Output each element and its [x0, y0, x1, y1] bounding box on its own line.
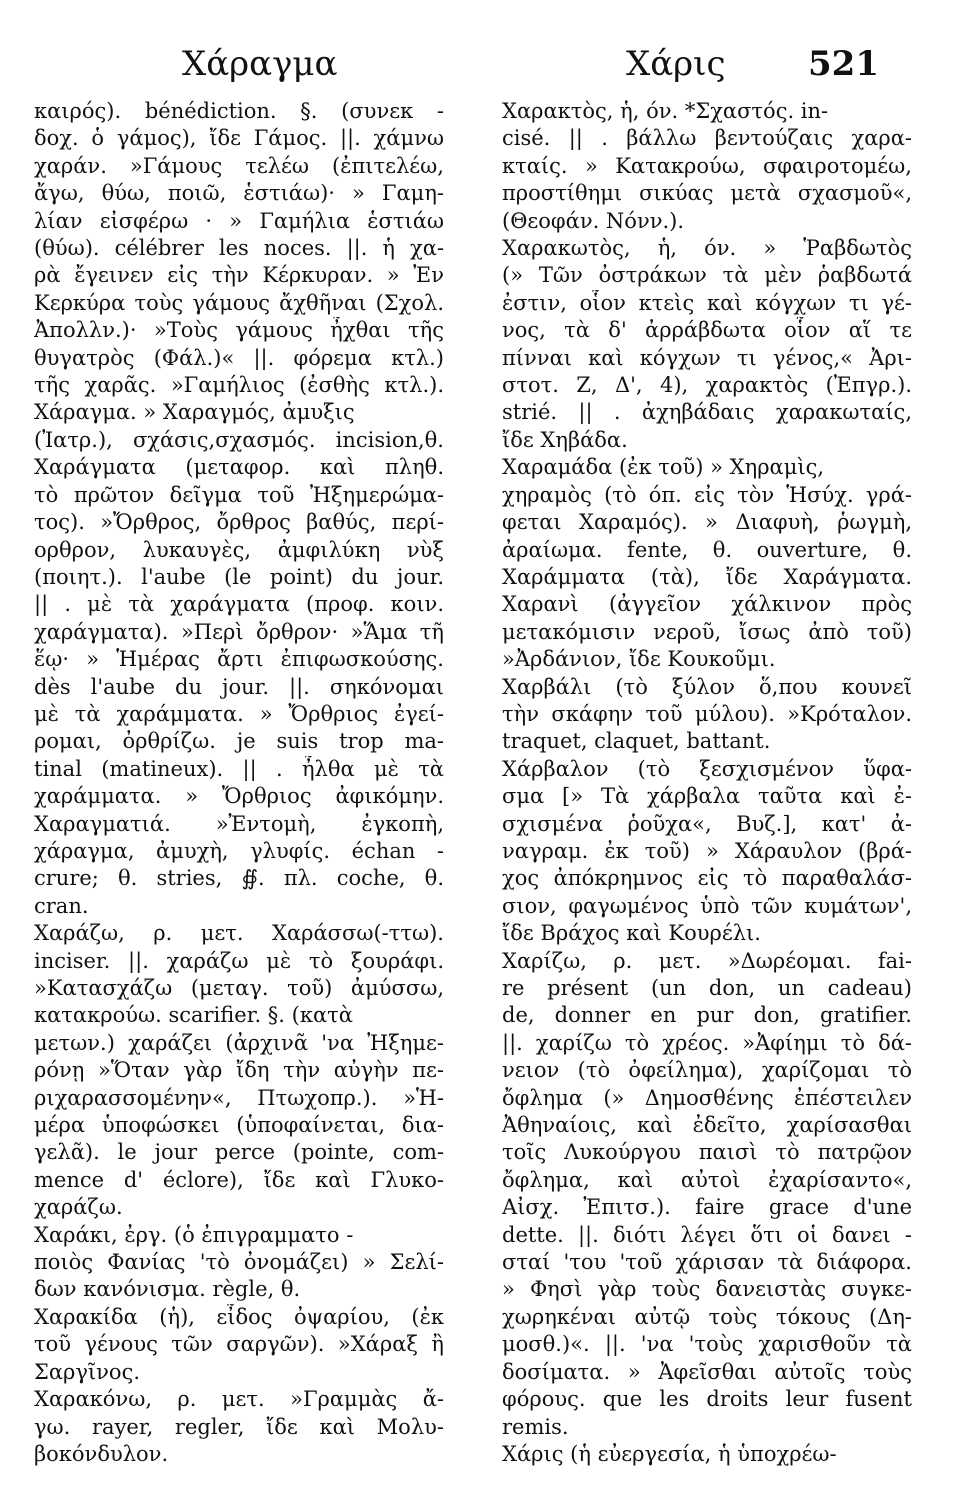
text-line: Χαρακόνω, ρ. μετ. »Γραμμὰς ἄ- — [34, 1387, 444, 1412]
text-line: (Ἰατρ.), σχάσις,σχασμός. incision,θ. — [34, 427, 444, 452]
text-line: κατακρούω. scarifier. §. (κατὰ — [34, 1003, 353, 1028]
text-line: Χάραγμα. » Χαραγμός, ἀμυξις — [34, 400, 355, 425]
text-line: προστίθημι σικύας μετὰ σχασμοῦ«, — [502, 181, 912, 206]
text-line: χωρηκέναι αὐτῷ τοὺς τόκους (Δη- — [502, 1304, 912, 1329]
text-line: δων κανόνισμα. règle, θ. — [34, 1277, 301, 1302]
text-line: ρόνῃ »Ὅταν γὰρ ἴδη τὴν αὐγὴν πε- — [34, 1058, 444, 1083]
text-line: Ἀθηναίοις, καὶ ἐδεῖτο, χαρίσασθαι — [502, 1113, 912, 1138]
text-line: μοσθ.)«. ||. 'να 'τοὺς χαρισθοῦν τὰ — [502, 1332, 912, 1357]
text-line: Αἰσχ. Ἐπιτσ.). faire grace d'une — [502, 1195, 912, 1220]
text-line: βοκόνδυλον. — [34, 1441, 169, 1466]
text-line: Χαράκι, ἐργ. (ὁ ἐπιγραμματο - — [34, 1222, 354, 1247]
text-line: Χαρβάλι (τὸ ξύλον ὅ,που κουνεῖ — [502, 674, 912, 699]
text-line: strié. || . ἀχηβάδαις χαρακωταίς, — [502, 400, 912, 425]
right-column — [502, 98, 912, 1468]
text-line: φεται Χαραμός). » Διαφυὴ, ῥωγμὴ, — [502, 510, 912, 535]
text-line: ναγραμ. ἐκ τοῦ) » Χάραυλον (βρά- — [502, 838, 912, 863]
text-line: σχισμένα ῥοῦχα«, Βυζ.], κατ' ἀ- — [502, 811, 912, 836]
text-line: τὴν σκάφην τοῦ μύλου). »Κρόταλον. — [502, 701, 912, 726]
text-line: καιρός). bénédiction. §. (συνεκ - — [34, 99, 444, 123]
text-line: ἄγω, θύω, ποιῶ, ἑστιάω)· » Γαμη- — [34, 181, 444, 206]
text-line: ἀραίωμα. fente, θ. ouverture, θ. — [502, 537, 912, 562]
text-line: ρὰ ἔγεινεν εἰς τὴν Κέρκυραν. » Ἐν — [34, 263, 444, 288]
text-line: κταίς. » Κατακρούω, σφαιροτομέω, — [502, 153, 912, 178]
text-line: dette. ||. διότι λέγει ὅτι οἱ δανει - — [502, 1222, 912, 1247]
text-line: Χαρακτὸς, ἡ, όν. *Σχαστός. in- — [502, 99, 829, 123]
text-line: χηραμὸς (τὸ όπ. εἰς τὸν Ἡσύχ. γρά- — [502, 482, 912, 507]
text-line: remis. — [502, 1414, 569, 1439]
text-line: »Κατασχάζω (μεταγ. τοῦ) ἀμύσσω, — [34, 976, 444, 1000]
text-line: Χάρις (ἡ εὐεργεσία, ἡ ὑποχρέω- — [502, 1441, 837, 1466]
text-line: Χαρακωτὸς, ἡ, όν. » Ῥαβδωτὸς — [502, 236, 912, 261]
text-line: Ἀπολλν.)· »Τοὺς γάμους ἦχθαι τῆς — [34, 318, 444, 343]
text-line: γελᾶ). le jour perce (pointe, com- — [34, 1140, 444, 1165]
text-line: » Φησὶ γὰρ τοὺς δανειστὰς συγκε- — [502, 1277, 912, 1302]
text-line: tinal (matineux). || . ἦλθα μὲ τὰ — [34, 756, 444, 781]
text-line: Χαρανὶ (ἀγγεῖον χάλκινον πρὸς — [502, 592, 912, 617]
text-line: ἴδε Χηβάδα. — [502, 427, 628, 452]
text-line: θυγατρὸς (Φάλ.)« ||. φόρεμα κτλ.) — [34, 345, 444, 370]
text-line: τος). »Ὄρθρος, ὄρθρος βαθύς, περί- — [34, 510, 444, 535]
text-line: Χαραγματιά. »Ἐντομὴ, ἐγκοπὴ, — [34, 811, 444, 836]
text-line: μὲ τὰ χαράμματα. » Ὄρθριος ἐγεί- — [34, 701, 444, 726]
text-line: cisé. || . βάλλω βεντούζαις χαρα- — [502, 126, 912, 151]
text-line: ρομαι, ὀρθρίζω. je suis trop ma- — [34, 729, 444, 754]
text-line: μέρα ὑποφώσκει (ὑποφαίνεται, δια- — [34, 1113, 444, 1138]
text-line: δοχ. ὁ γάμος), ἴδε Γάμος. ||. χάμνω — [34, 126, 444, 151]
text-line: ὄφλημα, καὶ αὐτοὶ ἐχαρίσαντο«, — [502, 1167, 912, 1192]
text-line: re présent (un don, un cadeau) — [502, 976, 912, 1000]
text-line: πίνναι καὶ κόγχων τι γένος,« Ἀρι- — [502, 345, 912, 370]
text-line: τοῦ γένους τῶν σαργῶν). »Χάραξ ἢ — [34, 1332, 444, 1357]
text-line: νος, τὰ δ' ἀρράβδωτα οἷον αἵ τε — [502, 318, 912, 343]
text-line: σιον, φαγωμένος ὑπὸ τῶν κυμάτων', — [502, 893, 912, 918]
text-line: de, donner en pur don, gratifier. — [502, 1003, 912, 1028]
page-number: 521 — [808, 44, 879, 84]
text-line: ποιὸς Φανίας 'τὸ ὀνομάζει) » Σελί- — [34, 1250, 444, 1275]
text-line: τῆς χαρᾶς. »Γαμήλιος (ἐσθὴς κτλ.). — [34, 373, 444, 398]
text-line: μετων.) χαράζει (ἀρχινᾶ 'να Ἠξημε- — [34, 1030, 444, 1055]
text-line: inciser. ||. χαράζω μὲ τὸ ξουράφι. — [34, 948, 444, 973]
text-line: στοτ. Ζ, Δ', 4), χαρακτὸς (Ἐπγρ.). — [502, 373, 912, 398]
text-line: γω. rayer, regler, ἴδε καὶ Μολυ- — [34, 1414, 444, 1439]
right-guide-word: Χάρις — [626, 44, 726, 84]
text-line: Χάρβαλον (τὸ ξεσχισμένον ὕφα- — [502, 756, 912, 781]
text-line: (ποιητ.). l'aube (le point) du jour. — [34, 564, 444, 589]
text-line: δοσίματα. » Ἀφεῖσθαι αὐτοῖς τοὺς — [502, 1359, 912, 1384]
text-line: χαράζω. — [34, 1195, 123, 1220]
text-line: Κερκύρα τοὺς γάμους ἄχθῆναι (Σχολ. — [34, 290, 444, 315]
text-line: χαράν. »Γάμους τελέω (ἐπιτελέω, — [34, 153, 444, 178]
text-line: (Θεοφάν. Νόνν.). — [502, 208, 685, 233]
text-line: τὸ πρῶτον δεῖγμα τοῦ Ἠξημερώμα- — [34, 482, 444, 507]
text-line: χος ἀπόκρημνος εἰς τὸ παραθαλάσ- — [502, 866, 912, 891]
text-line: ἕῳ· » Ἡμέρας ἄρτι ἐπιφωσκούσης. — [34, 647, 444, 672]
text-line: || . μὲ τὰ χαράγματα (προφ. κοιν. — [34, 592, 444, 617]
text-line: χαράμματα. » Ὄρθριος ἀφικόμην. — [34, 784, 444, 809]
text-line: (θύω). célébrer les noces. ||. ἡ χα- — [34, 236, 444, 261]
text-line: ὄφλημα (» Δημοσθένης ἐπέστειλεν — [502, 1085, 912, 1110]
text-line: »Ἀρδάνιον, ἴδε Κουκοῦμι. — [502, 647, 776, 672]
text-line: (» Τῶν ὀστράκων τὰ μὲν ῥαβδωτά — [502, 263, 912, 288]
text-line: χαράγματα). »Περὶ ὄρθρον· »Ἅμα τῆ — [34, 619, 444, 644]
text-line: σταί 'του 'τοῦ χάρισαν τὰ διάφορα. — [502, 1250, 912, 1275]
text-line: μετακόμισιν νεροῦ, ἴσως ἀπὸ τοῦ) — [502, 619, 912, 644]
text-line: τοῖς Λυκούργου παισὶ τὸ πατρῷον — [502, 1140, 912, 1165]
text-line: ἐστιν, οἷον κτεὶς καὶ κόγχων τι γέ- — [502, 290, 912, 315]
left-guide-word: Χάραγμα — [182, 44, 338, 84]
text-line: φόρους. que les droits leur fusent — [502, 1387, 912, 1412]
text-line: Χαράμματα (τὰ), ἴδε Χαράγματα. — [502, 564, 912, 589]
text-line: dès l'aube du jour. ||. σηκόνομαι — [34, 674, 444, 699]
text-line: ἴδε Βράχος καὶ Κουρέλι. — [502, 921, 761, 946]
text-line: νειον (τὸ ὀφείλημα), χαρίζομαι τὸ — [502, 1058, 912, 1083]
text-line: cran. — [34, 893, 89, 918]
text-line: Σαργῖνος. — [34, 1359, 141, 1384]
text-line: σμα [» Τὰ χάρβαλα ταῦτα καὶ ἐ- — [502, 784, 912, 809]
text-line: χάραγμα, ἀμυχὴ, γλυφίς. échan - — [34, 838, 444, 863]
text-line: ριχαρασσομένην«, Πτωχοπρ.). »Ἡ- — [34, 1085, 444, 1110]
text-line: λίαν εἰσφέρω · » Γαμήλια ἑστιάω — [34, 208, 444, 233]
text-line: Χαραμάδα (ἐκ τοῦ) » Χηραμὶς, — [502, 455, 825, 480]
text-line: mence d' éclore), ἴδε καὶ Γλυκο- — [34, 1167, 444, 1192]
left-column — [34, 98, 444, 1468]
page-header — [0, 44, 970, 94]
text-line: Χαρακίδα (ἡ), εἶδος ὀψαρίου, (ἐκ — [34, 1304, 444, 1329]
text-line: Χαράγματα (μεταφορ. καὶ πληθ. — [34, 455, 444, 480]
text-line: Χαράζω, ρ. μετ. Χαράσσω(-ττω). — [34, 921, 444, 946]
text-line: Χαρίζω, ρ. μετ. »Δωρέομαι. fai- — [502, 948, 912, 973]
text-line: ορθρον, λυκαυγὲς, ἀμφιλύκη νὺξ — [34, 537, 444, 562]
text-line: crure; θ. stries, ∯. πλ. coche, θ. — [34, 866, 444, 891]
text-line: traquet, claquet, battant. — [502, 729, 771, 754]
text-line: ||. χαρίζω τὸ χρέος. »Ἀφίημι τὸ δά- — [502, 1030, 912, 1055]
